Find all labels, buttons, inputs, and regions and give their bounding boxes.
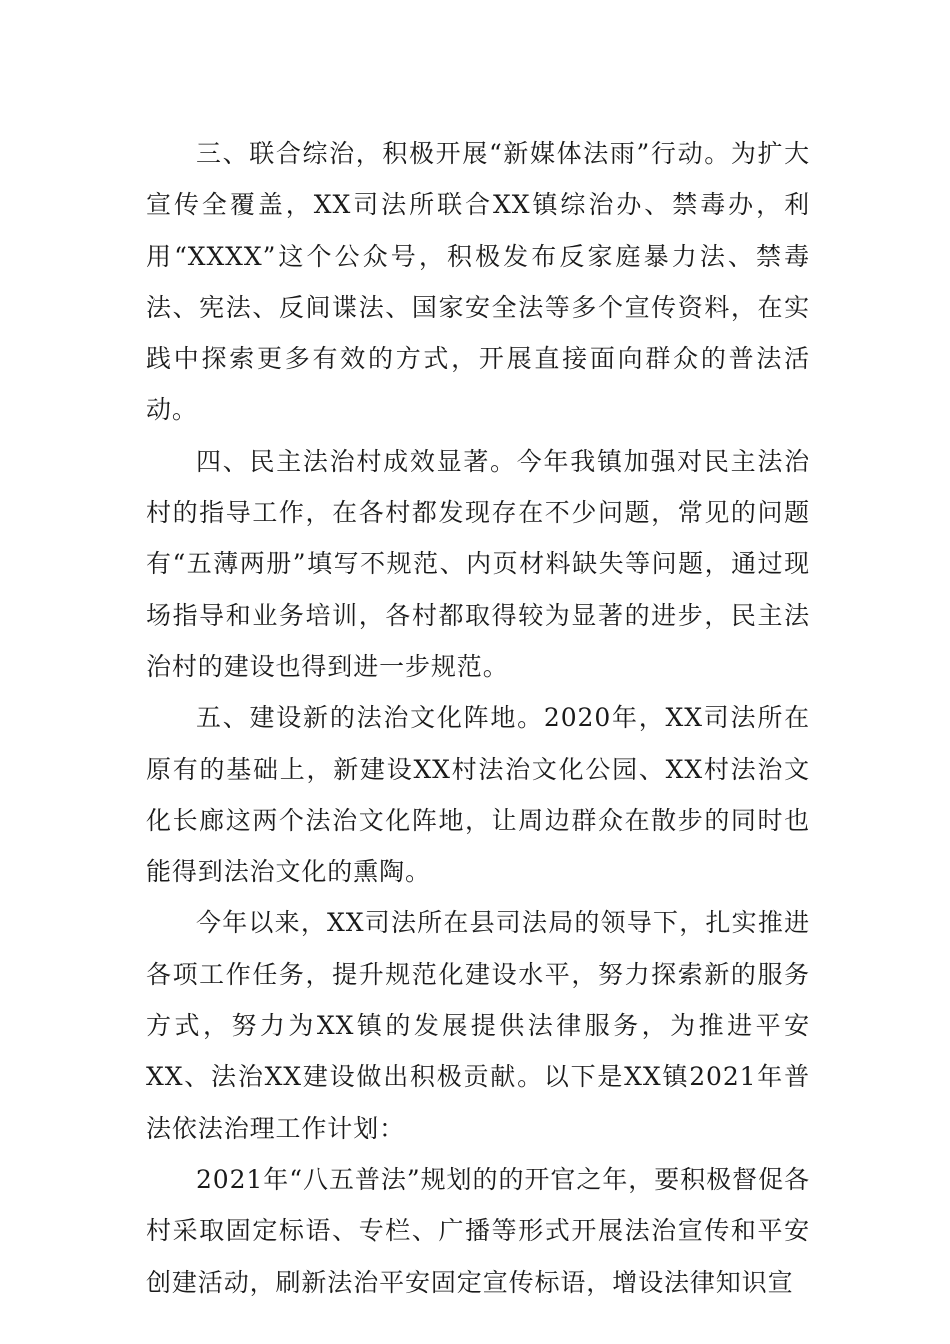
paragraph-plan-2021: 2021年“八五普法”规划的的开官之年，要积极督促各村采取固定标语、专栏、广播等形式开展法治宣传和平安创建活动，刷新法治平安固定宣传标语，增设法律知识宣	[146, 1164, 810, 1297]
document-body	[146, 128, 810, 1308]
paragraph-democratic-village: 四、民主法治村成效显著。今年我镇加强对民主法治村的指导工作，在各村都发现存在不少问题，常见的问题有“五薄两册”填写不规范、内页材料缺失等问题，通过现场指导和业务培训，各村都取得较为显著的进步，民主法治村的建设也得到进一步规范。	[146, 446, 810, 681]
paragraph-summary: 今年以来，XX司法所在县司法局的领导下，扎实推进各项工作任务，提升规范化建设水平，努力探索新的服务方式，努力为XX镇的发展提供法律服务，为推进平安XX、法治XX建设做出积极贡献。以下是XX镇2021年普法依法治理工作计划：	[146, 908, 810, 1143]
paragraph-joint-governance: 三、联合综治，积极开展“新媒体法雨”行动。为扩大宣传全覆盖，XX司法所联合XX镇综治办、禁毒办，利用“XXXX”这个公众号，积极发布反家庭暴力法、禁毒法、宪法、反间谍法、国家安全法等多个宣传资料，在实践中探索更多有效的方式，开展直接面向群众的普法活动。	[146, 139, 810, 425]
paragraph-culture-site: 五、建设新的法治文化阵地。2020年，XX司法所在原有的基础上，新建设XX村法治文化公园、XX村法治文化长廊这两个法治文化阵地，让周边群众在散步的同时也能得到法治文化的熏陶。	[146, 703, 810, 887]
